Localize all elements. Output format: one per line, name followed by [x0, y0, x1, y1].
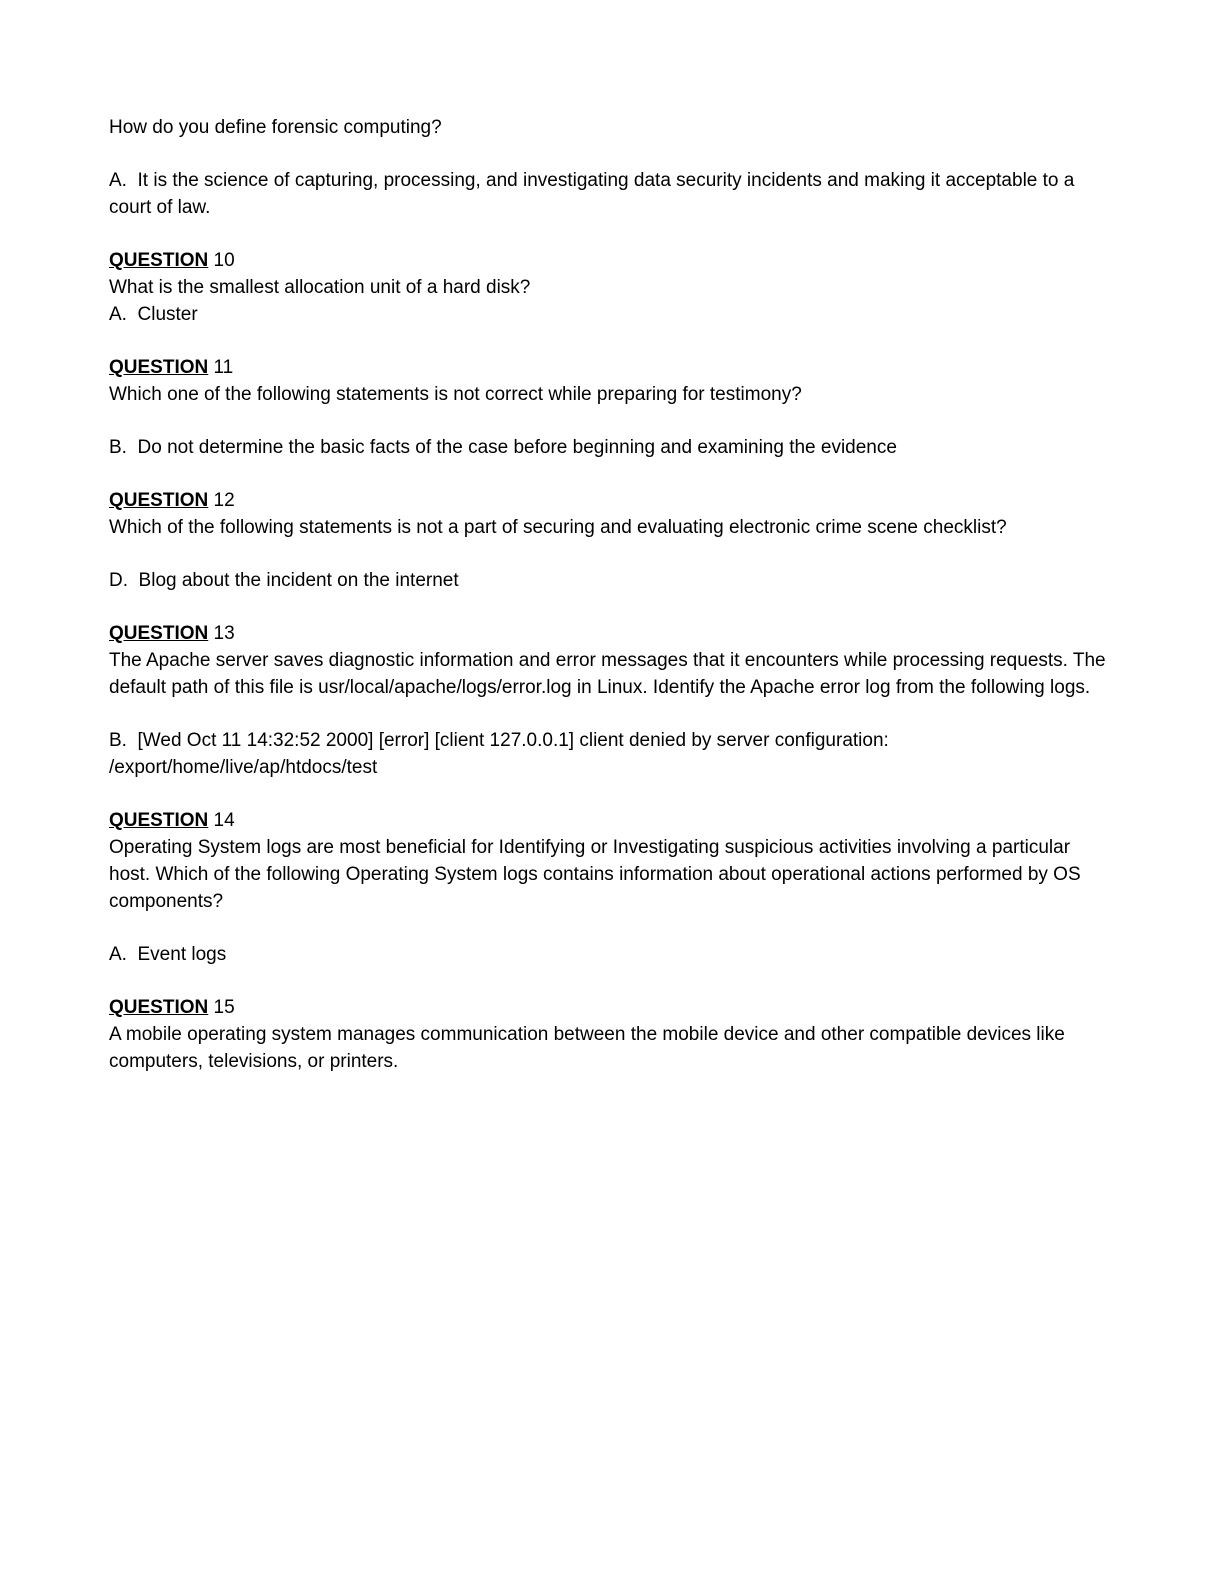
spacer	[109, 328, 1109, 354]
question-block-15	[109, 994, 1109, 1075]
question-number: 15	[213, 997, 235, 1018]
question-text: A mobile operating system manages communication between the mobile device and other compatible devices like computers, televisions, or printers.	[109, 1024, 1065, 1072]
question-answer: A. Event logs	[109, 944, 227, 965]
spacer	[109, 594, 1109, 620]
question-block-12	[109, 487, 1109, 594]
question-label: QUESTION	[109, 357, 209, 378]
question-text: Operating System logs are most beneficial for Identifying or Investigating suspicious activities involving a particular host. Which of the following Operating System logs contains information about operational actions performed by OS components?	[109, 837, 1081, 912]
question-label: QUESTION	[109, 490, 209, 511]
question-label: QUESTION	[109, 997, 209, 1018]
question-text: Which one of the following statements is not correct while preparing for testimony?	[109, 384, 802, 405]
intro-question: How do you define forensic computing?	[109, 117, 442, 138]
question-number: 13	[213, 623, 235, 644]
question-block-14	[109, 807, 1109, 968]
question-block-10	[109, 247, 1109, 328]
question-answer: A. Cluster	[109, 304, 198, 325]
question-heading	[109, 807, 1109, 834]
question-answer: B. [Wed Oct 11 14:32:52 2000] [error] [client 127.0.0.1] client denied by server configuration: /export/home/live/ap/htdocs/test	[109, 730, 895, 778]
question-label: QUESTION	[109, 623, 209, 644]
spacer	[109, 541, 1109, 567]
question-heading	[109, 354, 1109, 381]
question-heading	[109, 994, 1109, 1021]
question-heading	[109, 620, 1109, 647]
spacer	[109, 968, 1109, 994]
document-page	[109, 114, 1109, 1075]
spacer	[109, 701, 1109, 727]
spacer	[109, 221, 1109, 247]
spacer	[109, 141, 1109, 167]
spacer	[109, 461, 1109, 487]
question-heading	[109, 247, 1109, 274]
question-number: 14	[213, 810, 235, 831]
question-list	[109, 247, 1109, 1075]
question-heading	[109, 487, 1109, 514]
question-label: QUESTION	[109, 810, 209, 831]
spacer	[109, 408, 1109, 434]
question-answer: D. Blog about the incident on the internet	[109, 570, 459, 591]
question-text: What is the smallest allocation unit of a hard disk?	[109, 277, 531, 298]
intro-answer: A. It is the science of capturing, processing, and investigating data security incidents and making it acceptable to a court of law.	[109, 170, 1080, 218]
question-block-11	[109, 354, 1109, 461]
question-number: 11	[213, 357, 234, 378]
question-text: Which of the following statements is not a part of securing and evaluating electronic crime scene checklist?	[109, 517, 1007, 538]
question-block-13	[109, 620, 1109, 781]
spacer	[109, 915, 1109, 941]
question-label: QUESTION	[109, 250, 209, 271]
question-text: The Apache server saves diagnostic information and error messages that it encounters while processing requests. The default path of this file is usr/local/apache/logs/error.log in Linux. Identify the Apache error log from the following logs.	[109, 650, 1106, 698]
question-number: 12	[213, 490, 235, 511]
spacer	[109, 781, 1109, 807]
question-number: 10	[213, 250, 235, 271]
question-answer: B. Do not determine the basic facts of the case before beginning and examining the evidence	[109, 437, 897, 458]
